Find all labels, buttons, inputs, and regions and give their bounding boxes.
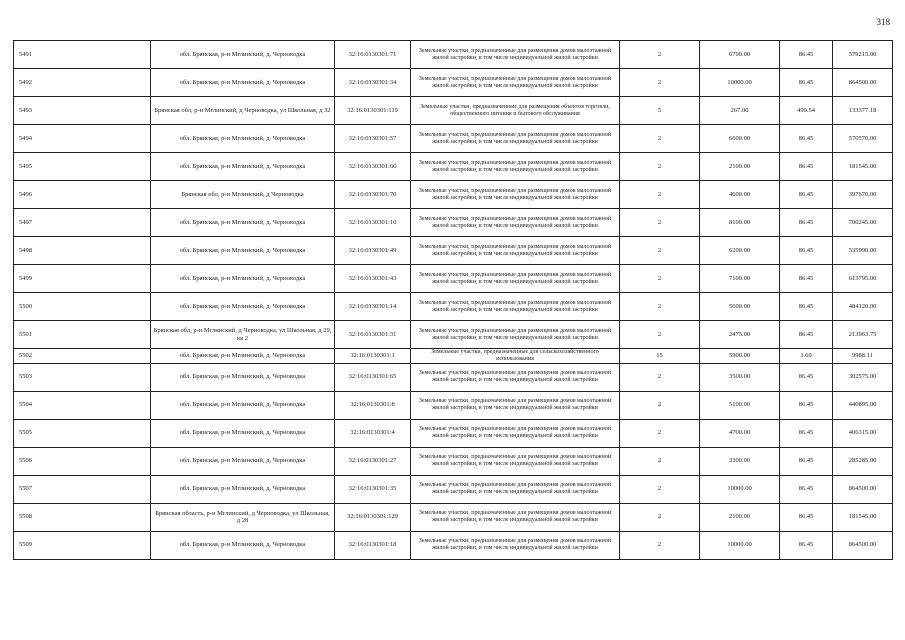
table-row bbox=[14, 209, 893, 237]
table-row bbox=[14, 321, 893, 349]
group-number-cell: 2 bbox=[620, 391, 700, 419]
area-cell: 2475.00 bbox=[700, 321, 780, 349]
cadastral-number-cell: 32:16:0130301:35 bbox=[335, 475, 411, 503]
cadastral-value-cell: 302575.00 bbox=[833, 363, 893, 391]
address-cell: обл. Брянская, р-н Мглинский, д. Черноводка bbox=[151, 69, 335, 97]
cadastral-number-cell: 32:16:0130301:65 bbox=[335, 363, 411, 391]
area-cell: 5600.00 bbox=[700, 293, 780, 321]
cadastral-number-cell: 32:16:0130301:71 bbox=[335, 41, 411, 69]
specific-value-cell: 86.45 bbox=[780, 321, 833, 349]
table-row bbox=[14, 349, 893, 364]
area-cell: 6600.00 bbox=[700, 125, 780, 153]
area-cell: 5100.00 bbox=[700, 391, 780, 419]
area-cell: 6700.00 bbox=[700, 41, 780, 69]
land-use-cell: Земельные участки, предназначенные для размещения домов малоэтажной жилой застройки, в том числе индивидуальной жилой застройки bbox=[411, 419, 620, 447]
cadastral-number-cell: 32:16:0130301:27 bbox=[335, 447, 411, 475]
area-cell: 3500.00 bbox=[700, 363, 780, 391]
cadastral-number-cell: 32:16:0130301:49 bbox=[335, 237, 411, 265]
cadastral-value-cell: 181545.00 bbox=[833, 503, 893, 531]
cadastral-value-table bbox=[13, 40, 893, 560]
cadastral-value-cell: 535990.00 bbox=[833, 237, 893, 265]
row-number-cell: 5498 bbox=[14, 237, 151, 265]
group-number-cell: 2 bbox=[620, 447, 700, 475]
cadastral-value-cell: 440895.00 bbox=[833, 391, 893, 419]
row-number-cell: 5497 bbox=[14, 209, 151, 237]
address-cell: обл. Брянская, р-н Мглинский, д. Черноводка bbox=[151, 153, 335, 181]
address-cell: обл. Брянская, р-н Мглинский, д. Черноводка bbox=[151, 41, 335, 69]
group-number-cell: 5 bbox=[620, 97, 700, 125]
row-number-cell: 5495 bbox=[14, 153, 151, 181]
cadastral-value-cell: 579215.00 bbox=[833, 41, 893, 69]
address-cell: обл. Брянская, р-н Мглинский, д. Черноводка bbox=[151, 363, 335, 391]
cadastral-value-cell: 700245.00 bbox=[833, 209, 893, 237]
land-use-cell: Земельные участки, предназначенные для размещения домов малоэтажной жилой застройки, в том числе индивидуальной жилой застройки bbox=[411, 531, 620, 559]
address-cell: Брянская обл, р-н Мглинский, д Черноводка, ул Школьная, д 29, кв 2 bbox=[151, 321, 335, 349]
table-row bbox=[14, 181, 893, 209]
address-cell: обл. Брянская, р-н Мглинский, д. Черноводка bbox=[151, 349, 335, 364]
row-number-cell: 5509 bbox=[14, 531, 151, 559]
specific-value-cell: 86.45 bbox=[780, 181, 833, 209]
specific-value-cell: 499.54 bbox=[780, 97, 833, 125]
cadastral-number-cell: 32:16:0130301:8 bbox=[335, 391, 411, 419]
area-cell: 10000.00 bbox=[700, 531, 780, 559]
table-row bbox=[14, 363, 893, 391]
land-use-cell: Земельные участки, предназначенные для размещения объектов торговли, общественного питания и бытового обслуживания bbox=[411, 97, 620, 125]
cadastral-value-cell: 9988.11 bbox=[833, 349, 893, 364]
cadastral-value-cell: 864500.00 bbox=[833, 531, 893, 559]
area-cell: 2100.00 bbox=[700, 153, 780, 181]
specific-value-cell: 86.45 bbox=[780, 153, 833, 181]
group-number-cell: 2 bbox=[620, 265, 700, 293]
specific-value-cell: 86.45 bbox=[780, 475, 833, 503]
cadastral-number-cell: 32:16:0130301:1 bbox=[335, 349, 411, 364]
group-number-cell: 2 bbox=[620, 153, 700, 181]
specific-value-cell: 1.69 bbox=[780, 349, 833, 364]
land-use-cell: Земельные участки, предназначенные для сельскохозяйственного использования bbox=[411, 349, 620, 364]
group-number-cell: 2 bbox=[620, 321, 700, 349]
row-number-cell: 5492 bbox=[14, 69, 151, 97]
cadastral-number-cell: 32:16:0130301:119 bbox=[335, 97, 411, 125]
cadastral-number-cell: 32:16:0130301:10 bbox=[335, 209, 411, 237]
table-row bbox=[14, 447, 893, 475]
land-use-cell: Земельные участки, предназначенные для размещения домов малоэтажной жилой застройки, в том числе индивидуальной жилой застройки bbox=[411, 41, 620, 69]
row-number-cell: 5501 bbox=[14, 321, 151, 349]
table-row bbox=[14, 97, 893, 125]
cadastral-number-cell: 32:16:0130301:31 bbox=[335, 321, 411, 349]
row-number-cell: 5502 bbox=[14, 349, 151, 364]
table-row bbox=[14, 419, 893, 447]
specific-value-cell: 86.45 bbox=[780, 237, 833, 265]
area-cell: 6200.00 bbox=[700, 237, 780, 265]
cadastral-value-cell: 570570.00 bbox=[833, 125, 893, 153]
area-cell: 10000.00 bbox=[700, 475, 780, 503]
land-use-cell: Земельные участки, предназначенные для размещения домов малоэтажной жилой застройки, в том числе индивидуальной жилой застройки bbox=[411, 237, 620, 265]
cadastral-number-cell: 32:16:0130301:70 bbox=[335, 181, 411, 209]
specific-value-cell: 86.45 bbox=[780, 125, 833, 153]
group-number-cell: 2 bbox=[620, 125, 700, 153]
cadastral-number-cell: 32:16:0130301:34 bbox=[335, 69, 411, 97]
cadastral-value-cell: 285285.00 bbox=[833, 447, 893, 475]
area-cell: 10000.00 bbox=[700, 69, 780, 97]
row-number-cell: 5500 bbox=[14, 293, 151, 321]
specific-value-cell: 86.45 bbox=[780, 419, 833, 447]
table-row bbox=[14, 237, 893, 265]
row-number-cell: 5506 bbox=[14, 447, 151, 475]
group-number-cell: 2 bbox=[620, 69, 700, 97]
table-row bbox=[14, 153, 893, 181]
cadastral-value-cell: 133377.18 bbox=[833, 97, 893, 125]
table-row bbox=[14, 41, 893, 69]
specific-value-cell: 86.45 bbox=[780, 265, 833, 293]
area-cell: 5900.00 bbox=[700, 349, 780, 364]
land-use-cell: Земельные участки, предназначенные для размещения домов малоэтажной жилой застройки, в том числе индивидуальной жилой застройки bbox=[411, 125, 620, 153]
table-row bbox=[14, 475, 893, 503]
table-row bbox=[14, 69, 893, 97]
land-use-cell: Земельные участки, предназначенные для размещения домов малоэтажной жилой застройки, в том числе индивидуальной жилой застройки bbox=[411, 181, 620, 209]
group-number-cell: 2 bbox=[620, 237, 700, 265]
table-row bbox=[14, 391, 893, 419]
cadastral-value-cell: 397670.00 bbox=[833, 181, 893, 209]
table-row bbox=[14, 293, 893, 321]
cadastral-number-cell: 32:16:0130301:43 bbox=[335, 265, 411, 293]
group-number-cell: 2 bbox=[620, 41, 700, 69]
specific-value-cell: 86.45 bbox=[780, 209, 833, 237]
cadastral-number-cell: 32:16:0130301:57 bbox=[335, 125, 411, 153]
row-number-cell: 5505 bbox=[14, 419, 151, 447]
address-cell: обл. Брянская, р-н Мглинский, д. Черноводка bbox=[151, 209, 335, 237]
specific-value-cell: 86.45 bbox=[780, 447, 833, 475]
table-row bbox=[14, 503, 893, 531]
row-number-cell: 5503 bbox=[14, 363, 151, 391]
row-number-cell: 5491 bbox=[14, 41, 151, 69]
cadastral-number-cell: 32:16:0130301:4 bbox=[335, 419, 411, 447]
group-number-cell: 2 bbox=[620, 293, 700, 321]
specific-value-cell: 86.45 bbox=[780, 531, 833, 559]
specific-value-cell: 86.45 bbox=[780, 503, 833, 531]
group-number-cell: 2 bbox=[620, 475, 700, 503]
area-cell: 8100.00 bbox=[700, 209, 780, 237]
group-number-cell: 2 bbox=[620, 209, 700, 237]
address-cell: Брянская обл, р-н Мглинский, д Черноводка bbox=[151, 181, 335, 209]
cadastral-value-cell: 406315.00 bbox=[833, 419, 893, 447]
row-number-cell: 5496 bbox=[14, 181, 151, 209]
area-cell: 4700.00 bbox=[700, 419, 780, 447]
group-number-cell: 15 bbox=[620, 349, 700, 364]
cadastral-value-cell: 864500.00 bbox=[833, 475, 893, 503]
cadastral-value-cell: 181545.00 bbox=[833, 153, 893, 181]
row-number-cell: 5499 bbox=[14, 265, 151, 293]
group-number-cell: 2 bbox=[620, 181, 700, 209]
row-number-cell: 5504 bbox=[14, 391, 151, 419]
land-use-cell: Земельные участки, предназначенные для размещения домов малоэтажной жилой застройки, в том числе индивидуальной жилой застройки bbox=[411, 321, 620, 349]
cadastral-number-cell: 32:16:0130301:129 bbox=[335, 503, 411, 531]
table-row bbox=[14, 265, 893, 293]
group-number-cell: 2 bbox=[620, 503, 700, 531]
area-cell: 4600.00 bbox=[700, 181, 780, 209]
specific-value-cell: 86.45 bbox=[780, 293, 833, 321]
land-use-cell: Земельные участки, предназначенные для размещения домов малоэтажной жилой застройки, в том числе индивидуальной жилой застройки bbox=[411, 153, 620, 181]
area-cell: 2100.00 bbox=[700, 503, 780, 531]
address-cell: обл. Брянская, р-н Мглинский, д. Черноводка bbox=[151, 447, 335, 475]
table-row bbox=[14, 531, 893, 559]
table-body bbox=[14, 41, 893, 560]
table-row bbox=[14, 125, 893, 153]
specific-value-cell: 86.45 bbox=[780, 69, 833, 97]
address-cell: Брянская обл, р-н Мглинский, д Черноводка, ул Школьная, д 32 bbox=[151, 97, 335, 125]
cadastral-value-cell: 864500.00 bbox=[833, 69, 893, 97]
group-number-cell: 2 bbox=[620, 363, 700, 391]
specific-value-cell: 86.45 bbox=[780, 41, 833, 69]
cadastral-number-cell: 32:16:0130301:66 bbox=[335, 153, 411, 181]
area-cell: 3300.00 bbox=[700, 447, 780, 475]
cadastral-number-cell: 32:16:0130301:18 bbox=[335, 531, 411, 559]
land-use-cell: Земельные участки, предназначенные для размещения домов малоэтажной жилой застройки, в том числе индивидуальной жилой застройки bbox=[411, 503, 620, 531]
land-use-cell: Земельные участки, предназначенные для размещения домов малоэтажной жилой застройки, в том числе индивидуальной жилой застройки bbox=[411, 475, 620, 503]
address-cell: обл. Брянская, р-н Мглинский, д. Черноводка bbox=[151, 531, 335, 559]
page-number: 318 bbox=[876, 17, 890, 27]
land-use-cell: Земельные участки, предназначенные для размещения домов малоэтажной жилой застройки, в том числе индивидуальной жилой застройки bbox=[411, 293, 620, 321]
row-number-cell: 5507 bbox=[14, 475, 151, 503]
group-number-cell: 2 bbox=[620, 419, 700, 447]
land-use-cell: Земельные участки, предназначенные для размещения домов малоэтажной жилой застройки, в том числе индивидуальной жилой застройки bbox=[411, 265, 620, 293]
land-use-cell: Земельные участки, предназначенные для размещения домов малоэтажной жилой застройки, в том числе индивидуальной жилой застройки bbox=[411, 447, 620, 475]
address-cell: обл. Брянская, р-н Мглинский, д. Черноводка bbox=[151, 475, 335, 503]
area-cell: 267.00 bbox=[700, 97, 780, 125]
group-number-cell: 2 bbox=[620, 531, 700, 559]
address-cell: обл. Брянская, р-н Мглинский, д. Черноводка bbox=[151, 237, 335, 265]
specific-value-cell: 86.45 bbox=[780, 363, 833, 391]
cadastral-value-cell: 613795.00 bbox=[833, 265, 893, 293]
cadastral-value-cell: 484120.00 bbox=[833, 293, 893, 321]
area-cell: 7100.00 bbox=[700, 265, 780, 293]
cadastral-number-cell: 32:16:0130301:14 bbox=[335, 293, 411, 321]
row-number-cell: 5494 bbox=[14, 125, 151, 153]
address-cell: Брянская область, р-н Мглинский, д Черноводка, ул Школьная, д 28 bbox=[151, 503, 335, 531]
address-cell: обл. Брянская, р-н Мглинский, д. Черноводка bbox=[151, 125, 335, 153]
cadastral-value-cell: 213963.75 bbox=[833, 321, 893, 349]
address-cell: обл. Брянская, р-н Мглинский, д. Черноводка bbox=[151, 391, 335, 419]
row-number-cell: 5508 bbox=[14, 503, 151, 531]
land-use-cell: Земельные участки, предназначенные для размещения домов малоэтажной жилой застройки, в том числе индивидуальной жилой застройки bbox=[411, 209, 620, 237]
row-number-cell: 5493 bbox=[14, 97, 151, 125]
specific-value-cell: 86.45 bbox=[780, 391, 833, 419]
address-cell: обл. Брянская, р-н Мглинский, д. Черноводка bbox=[151, 419, 335, 447]
land-use-cell: Земельные участки, предназначенные для размещения домов малоэтажной жилой застройки, в том числе индивидуальной жилой застройки bbox=[411, 363, 620, 391]
address-cell: обл. Брянская, р-н Мглинский, д. Черноводка bbox=[151, 293, 335, 321]
address-cell: обл. Брянская, р-н Мглинский, д. Черноводка bbox=[151, 265, 335, 293]
land-use-cell: Земельные участки, предназначенные для размещения домов малоэтажной жилой застройки, в том числе индивидуальной жилой застройки bbox=[411, 69, 620, 97]
land-use-cell: Земельные участки, предназначенные для размещения домов малоэтажной жилой застройки, в том числе индивидуальной жилой застройки bbox=[411, 391, 620, 419]
